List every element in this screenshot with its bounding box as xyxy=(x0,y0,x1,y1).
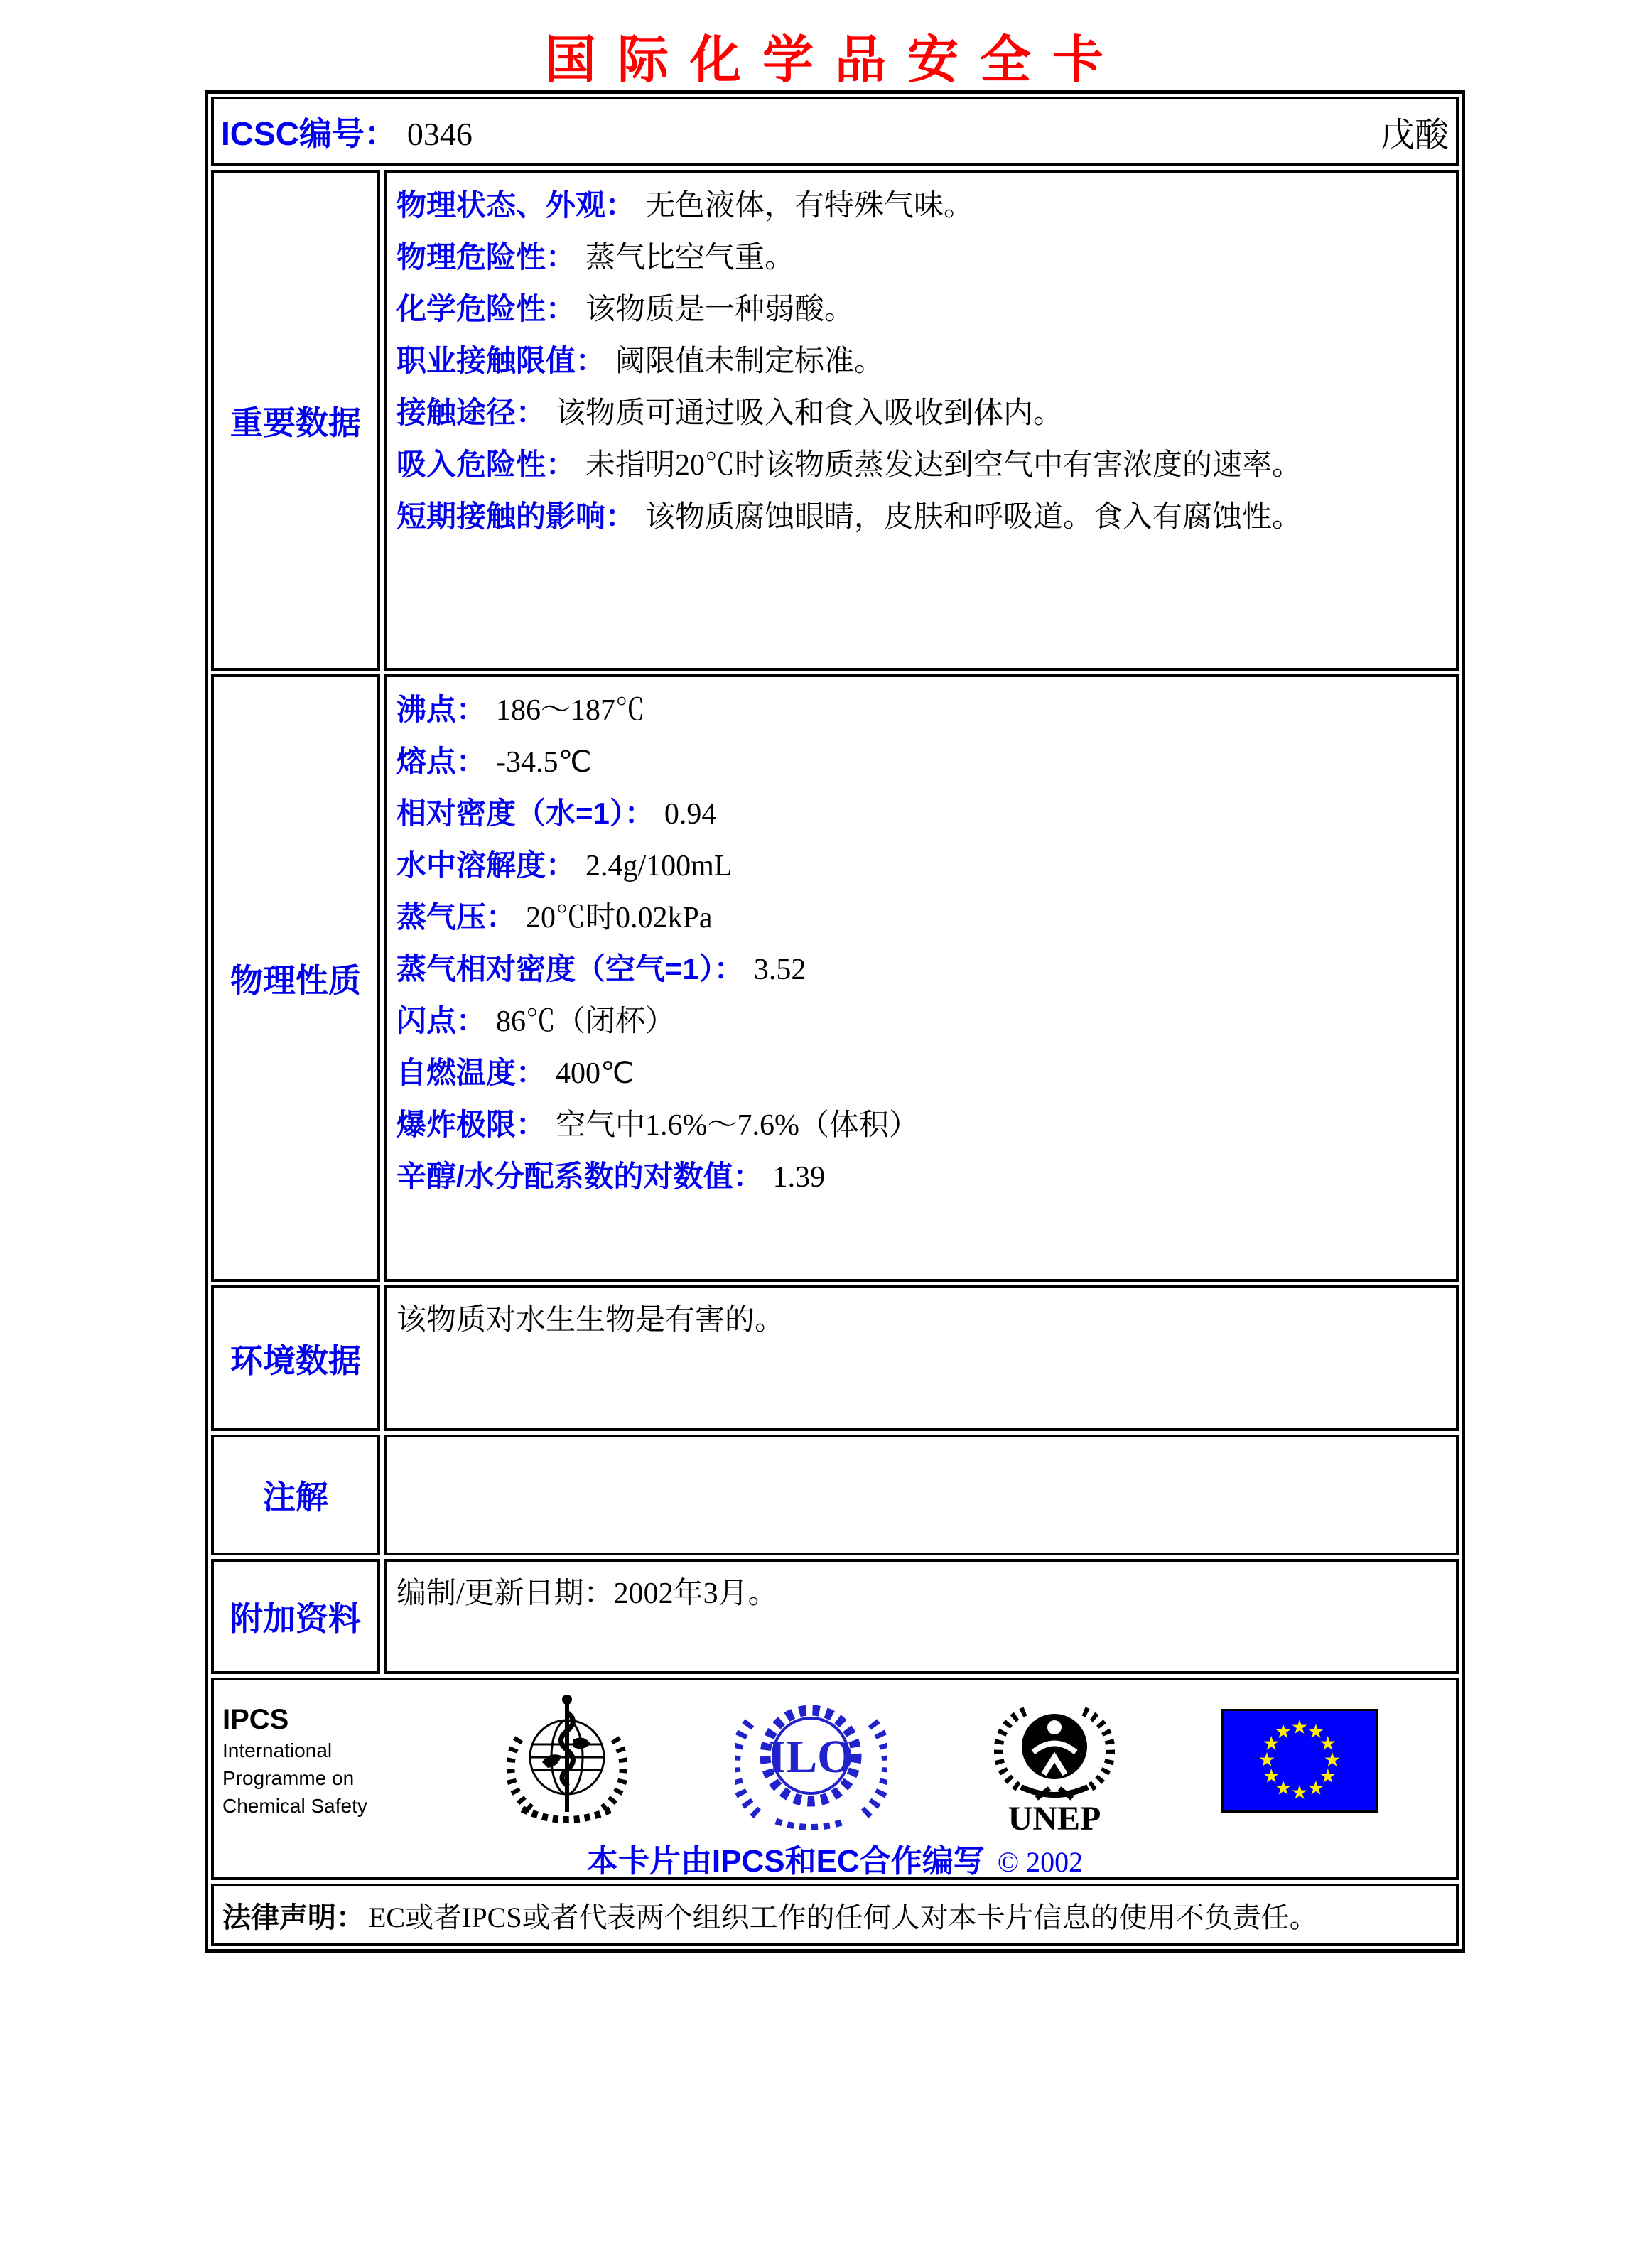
section-content-notes xyxy=(384,1435,1459,1555)
eu-flag-icon xyxy=(1221,1709,1378,1813)
data-line: 职业接触限值： 阈限值未制定标准。 xyxy=(396,344,885,378)
section-notes xyxy=(211,1435,1459,1555)
section-label-additional-info: 附加资料 xyxy=(211,1559,380,1674)
ipcs-text-block: IPCS International Programme on Chemical Safety xyxy=(222,1702,400,1820)
data-line: 爆炸极限： 空气中1.6%～7.6%（体积） xyxy=(396,1108,919,1142)
data-line: 编制/更新日期：2002年3月。 xyxy=(396,1577,778,1610)
svg-text:ILO: ILO xyxy=(767,1731,854,1783)
caption-text: 本卡片由IPCS和EC合作编写 xyxy=(586,1844,985,1879)
ilo-logo-icon xyxy=(735,1686,887,1835)
data-line: 熔点： -34.5℃ xyxy=(396,745,592,779)
section-important-data xyxy=(211,170,1459,671)
data-line: 化学危险性： 该物质是一种弱酸。 xyxy=(396,292,855,326)
logo-strip xyxy=(214,1680,1456,1835)
data-line: 相对密度（水=1）： 0.94 xyxy=(396,797,717,831)
unep-logo-icon xyxy=(994,1686,1115,1835)
section-physical-properties xyxy=(211,674,1459,1282)
legal-cell xyxy=(211,1884,1459,1946)
data-line: 辛醇/水分配系数的对数值： 1.39 xyxy=(396,1160,826,1194)
data-line: 物理危险性： 蒸气比空气重。 xyxy=(396,240,795,274)
ipcs-acronym: IPCS xyxy=(222,1703,289,1735)
section-additional-info xyxy=(211,1559,1459,1674)
data-line: 蒸气相对密度（空气=1）： 3.52 xyxy=(396,952,806,986)
data-line: 该物质对水生生物是有害的。 xyxy=(396,1304,785,1337)
footer-caption xyxy=(214,1835,1456,1888)
chemical-name: 戊酸 xyxy=(1380,116,1449,154)
section-content-additional-info xyxy=(384,1559,1459,1674)
section-environmental-data xyxy=(211,1285,1459,1431)
data-line: 短期接触的影响： 该物质腐蚀眼睛，皮肤和呼吸道。食入有腐蚀性。 xyxy=(396,500,1302,534)
icsc-number-label: ICSC编号： xyxy=(221,115,397,152)
footer-row xyxy=(211,1678,1459,1880)
legal-label: 法律声明： xyxy=(222,1901,365,1933)
data-line: 蒸气压： 20℃时0.02kPa xyxy=(396,900,713,934)
data-line: 接触途径： 该物质可通过吸入和食入吸收到体内。 xyxy=(396,396,1064,430)
page-title: 国际化学品安全卡 xyxy=(544,32,1125,89)
section-content-important-data xyxy=(384,170,1459,671)
data-line: 自燃温度： 400℃ xyxy=(396,1056,635,1090)
legal-text: EC或者IPCS或者代表两个组织工作的任何人对本卡片信息的使用不负责任。 xyxy=(369,1901,1318,1933)
section-label-notes: 注解 xyxy=(211,1435,380,1555)
section-content-physical-properties xyxy=(384,674,1459,1282)
who-logo-icon xyxy=(507,1690,627,1832)
section-label-important-data: 重要数据 xyxy=(211,170,380,671)
data-line: 闪点： 86℃（闭杯） xyxy=(396,1004,676,1038)
footer-cell xyxy=(211,1678,1459,1880)
data-line: 水中溶解度： 2.4g/100mL xyxy=(396,848,733,882)
data-line: 沸点： 186～187℃ xyxy=(396,693,646,727)
header-row xyxy=(211,97,1459,166)
icsc-number-value: 0346 xyxy=(406,116,473,152)
section-content-environmental-data xyxy=(384,1285,1459,1431)
data-line: 吸入危险性： 未指明20℃时该物质蒸发达到空气中有害浓度的速率。 xyxy=(396,448,1302,482)
safety-card-table xyxy=(205,90,1465,1953)
section-label-environmental-data: 环境数据 xyxy=(211,1285,380,1431)
data-line: 物理状态、外观： 无色液体，有特殊气味。 xyxy=(396,188,974,222)
legal-row xyxy=(211,1884,1459,1946)
svg-text:UNEP: UNEP xyxy=(1008,1800,1101,1835)
icsc-number xyxy=(221,108,473,155)
header-cell xyxy=(211,97,1459,166)
copyright-text: © 2002 xyxy=(997,1846,1084,1878)
section-label-physical-properties: 物理性质 xyxy=(211,674,380,1282)
